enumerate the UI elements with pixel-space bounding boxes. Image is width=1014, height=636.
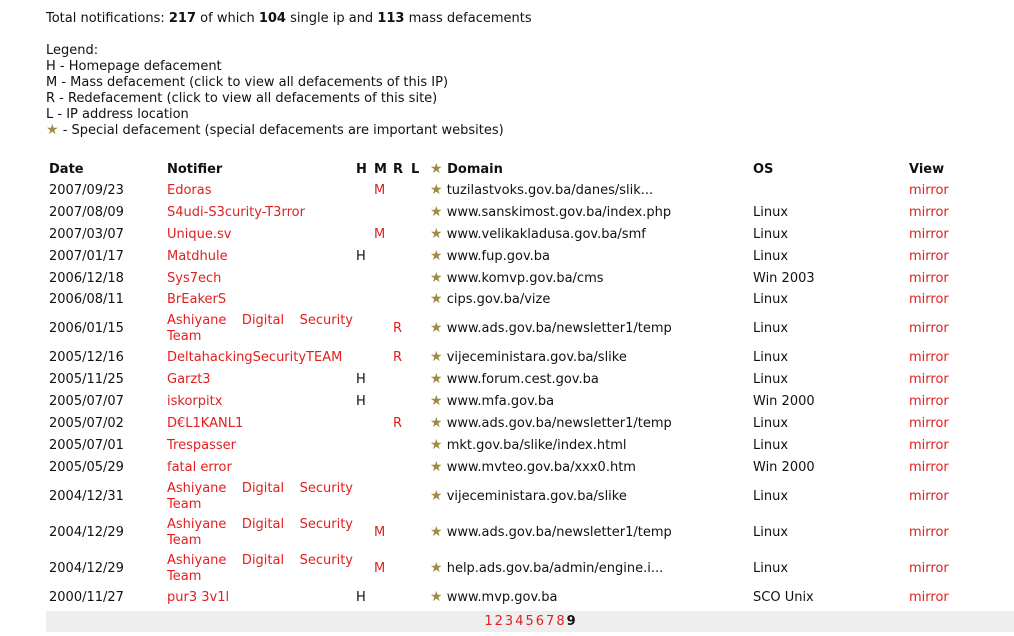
row-domain: www.ads.gov.ba/newsletter1/temp <box>446 321 672 337</box>
row-date: 2007/03/07 <box>49 226 124 242</box>
row-mass-flag <box>371 224 390 246</box>
row-domain: tuzilastvoks.gov.ba/danes/slik... <box>446 182 654 198</box>
row-domain-cell <box>427 551 750 587</box>
table-row <box>46 413 1014 435</box>
row-homepage-flag <box>353 311 371 347</box>
row-os: Linux <box>753 248 789 264</box>
row-redeface-flag <box>390 587 408 609</box>
row-view-cell <box>906 457 1014 479</box>
row-mass-flag <box>371 435 390 457</box>
row-os: Linux <box>753 372 789 388</box>
row-mass-flag <box>371 413 390 435</box>
row-date: 2005/07/07 <box>49 394 124 410</box>
legend-special <box>46 123 504 139</box>
row-redeface-flag <box>390 391 408 413</box>
row-date: 2006/08/11 <box>49 292 124 308</box>
star-icon: ★ <box>430 291 443 308</box>
row-domain: www.mvteo.gov.ba/xxx0.htm <box>446 459 636 475</box>
row-location-flag <box>408 202 427 224</box>
legend <box>46 43 504 139</box>
row-mass-flag <box>371 587 390 609</box>
row-domain-cell <box>427 413 750 435</box>
notifier-link[interactable]: BrEakerS <box>167 292 227 308</box>
row-os: Linux <box>753 350 789 366</box>
row-homepage-flag <box>353 515 371 551</box>
table-row <box>46 515 1014 551</box>
star-icon: ★ <box>430 559 443 576</box>
star-icon: ★ <box>46 122 59 138</box>
row-os: Linux <box>753 488 789 504</box>
row-redeface-flag <box>390 180 408 202</box>
star-icon: ★ <box>430 588 443 605</box>
row-domain-cell <box>427 347 750 369</box>
pagination <box>46 611 1014 632</box>
row-location-flag <box>408 224 427 246</box>
row-redeface-flag <box>390 268 408 290</box>
row-domain: vijeceministara.gov.ba/slike <box>446 488 627 504</box>
mirror-link[interactable]: mirror <box>909 394 949 410</box>
row-notifier-cell <box>164 180 353 202</box>
row-view-cell <box>906 180 1014 202</box>
row-date: 2005/11/25 <box>49 372 124 388</box>
row-view-cell <box>906 347 1014 369</box>
row-domain-cell <box>427 268 750 290</box>
row-homepage-flag <box>353 202 371 224</box>
page-link[interactable]: 5 <box>525 614 534 629</box>
row-domain: www.fup.gov.ba <box>446 248 550 264</box>
row-domain-cell <box>427 391 750 413</box>
row-domain: help.ads.gov.ba/admin/engine.i... <box>446 560 664 576</box>
row-domain-cell <box>427 457 750 479</box>
row-redeface-flag <box>390 202 408 224</box>
row-view-cell <box>906 587 1014 609</box>
col-view: View <box>909 162 945 177</box>
summary-mass-label: mass defacements <box>404 11 532 26</box>
mirror-link[interactable]: mirror <box>909 437 949 453</box>
row-view-cell <box>906 413 1014 435</box>
notifier-link[interactable]: Matdhule <box>167 248 228 264</box>
row-os: Linux <box>753 204 789 220</box>
row-domain: mkt.gov.ba/slike/index.html <box>446 437 627 453</box>
col-notifier: Notifier <box>167 162 223 177</box>
row-date: 2005/07/01 <box>49 437 124 453</box>
row-notifier-cell <box>164 391 353 413</box>
row-view-cell <box>906 515 1014 551</box>
table-row <box>46 369 1014 391</box>
notifier-link[interactable]: iskorpitx <box>167 394 223 410</box>
redeface-link[interactable]: R <box>393 321 403 337</box>
row-view-cell <box>906 551 1014 587</box>
notifier-link[interactable]: Edoras <box>167 182 212 198</box>
row-notifier-cell <box>164 435 353 457</box>
row-view-cell <box>906 246 1014 268</box>
table-row <box>46 224 1014 246</box>
mass-link[interactable]: M <box>374 560 386 576</box>
legend-title: Legend: <box>46 43 99 58</box>
table-row <box>46 268 1014 290</box>
row-location-flag <box>408 268 427 290</box>
row-homepage-flag <box>353 435 371 457</box>
row-domain: cips.gov.ba/vize <box>446 292 551 308</box>
mirror-link[interactable]: mirror <box>909 524 949 540</box>
row-location-flag <box>408 457 427 479</box>
row-os: Linux <box>753 415 789 431</box>
page-link[interactable]: 7 <box>546 614 555 629</box>
notifier-link[interactable]: DeltahackingSecurityTEAM <box>167 350 343 366</box>
row-redeface-flag <box>390 246 408 268</box>
row-location-flag <box>408 246 427 268</box>
row-redeface-flag <box>390 311 408 347</box>
row-location-flag <box>408 391 427 413</box>
mirror-link[interactable]: mirror <box>909 270 949 286</box>
page-current: 9 <box>566 614 576 629</box>
row-domain: www.forum.cest.gov.ba <box>446 372 599 388</box>
row-domain-cell <box>427 369 750 391</box>
row-homepage-flag: H <box>356 372 366 388</box>
row-domain-cell <box>427 289 750 311</box>
row-location-flag <box>408 311 427 347</box>
row-view-cell <box>906 289 1014 311</box>
row-domain: www.mvp.gov.ba <box>446 589 558 605</box>
col-domain-label: Domain <box>447 162 503 177</box>
row-notifier-cell <box>164 268 353 290</box>
star-icon: ★ <box>430 393 443 410</box>
summary-single-label: single ip and <box>285 11 378 26</box>
notifier-link[interactable]: Trespasser <box>167 437 236 453</box>
row-homepage-flag <box>353 224 371 246</box>
row-view-cell <box>906 435 1014 457</box>
mirror-link[interactable]: mirror <box>909 182 949 198</box>
row-date: 2005/07/02 <box>49 415 124 431</box>
row-notifier-cell <box>164 551 353 587</box>
star-icon: ★ <box>430 225 443 242</box>
notifier-link[interactable]: D€L1KANL1 <box>167 415 244 431</box>
table-row <box>46 587 1014 609</box>
star-icon: ★ <box>430 523 443 540</box>
row-mass-flag <box>371 180 390 202</box>
row-date: 2000/11/27 <box>49 589 124 605</box>
row-notifier-cell <box>164 587 353 609</box>
row-notifier-cell <box>164 347 353 369</box>
col-r: R <box>393 162 404 177</box>
row-homepage-flag: H <box>356 589 366 605</box>
notifications-summary <box>46 11 532 26</box>
row-domain: www.ads.gov.ba/newsletter1/temp <box>446 415 672 431</box>
col-l: L <box>411 162 420 177</box>
defacement-table <box>46 159 1014 609</box>
row-notifier-cell <box>164 369 353 391</box>
table-row <box>46 311 1014 347</box>
page-link[interactable]: 2 <box>494 614 503 629</box>
row-notifier-cell <box>164 224 353 246</box>
star-icon: ★ <box>430 269 443 286</box>
star-icon: ★ <box>430 371 443 388</box>
star-icon: ★ <box>430 247 443 264</box>
mirror-link[interactable]: mirror <box>909 204 949 220</box>
row-date: 2007/08/09 <box>49 204 124 220</box>
table-row <box>46 391 1014 413</box>
row-date: 2004/12/31 <box>49 488 124 504</box>
mirror-link[interactable]: mirror <box>909 488 949 504</box>
row-mass-flag <box>371 515 390 551</box>
mirror-link[interactable]: mirror <box>909 589 949 605</box>
row-notifier-cell <box>164 289 353 311</box>
row-homepage-flag: H <box>356 394 366 410</box>
page-link[interactable]: 1 <box>484 614 493 629</box>
notifier-link[interactable]: Ashiyane Digital Security Team <box>167 480 353 512</box>
row-location-flag <box>408 479 427 515</box>
row-domain-cell <box>427 246 750 268</box>
table-row <box>46 289 1014 311</box>
notifier-link[interactable]: Ashiyane Digital Security Team <box>167 552 353 584</box>
row-date: 2006/12/18 <box>49 270 124 286</box>
notifier-link[interactable]: pur3 3v1l <box>167 589 230 605</box>
row-redeface-flag <box>390 551 408 587</box>
row-date: 2005/12/16 <box>49 350 124 366</box>
row-location-flag <box>408 551 427 587</box>
row-location-flag <box>408 369 427 391</box>
notifier-link[interactable]: fatal error <box>167 459 232 475</box>
notifier-link[interactable]: S4udi-S3curity-T3rror <box>167 204 305 220</box>
mirror-link[interactable]: mirror <box>909 372 949 388</box>
row-mass-flag <box>371 246 390 268</box>
row-notifier-cell <box>164 457 353 479</box>
row-mass-flag <box>371 479 390 515</box>
row-homepage-flag <box>353 347 371 369</box>
row-homepage-flag <box>353 268 371 290</box>
summary-mass: 113 <box>377 11 405 26</box>
row-os: Win 2003 <box>753 270 815 286</box>
star-icon: ★ <box>430 487 443 504</box>
row-mass-flag <box>371 311 390 347</box>
mirror-link[interactable]: mirror <box>909 560 949 576</box>
mirror-link[interactable]: mirror <box>909 321 949 337</box>
row-date: 2005/05/29 <box>49 459 124 475</box>
legend-mass: M - Mass defacement (click to view all defacements of this IP) <box>46 75 449 90</box>
table-row <box>46 180 1014 202</box>
summary-total: 217 <box>168 11 197 26</box>
row-domain: www.mfa.gov.ba <box>446 394 555 410</box>
mirror-link[interactable]: mirror <box>909 459 949 475</box>
table-row <box>46 202 1014 224</box>
row-domain-cell <box>427 202 750 224</box>
row-location-flag <box>408 347 427 369</box>
star-icon: ★ <box>430 436 443 453</box>
notifier-link[interactable]: Ashiyane Digital Security Team <box>167 516 353 548</box>
row-view-cell <box>906 268 1014 290</box>
row-domain-cell <box>427 515 750 551</box>
col-h: H <box>356 162 367 177</box>
row-redeface-flag <box>390 457 408 479</box>
row-os <box>750 180 906 202</box>
row-location-flag <box>408 180 427 202</box>
row-os: Linux <box>753 226 789 242</box>
row-mass-flag <box>371 369 390 391</box>
row-homepage-flag: H <box>356 248 366 264</box>
mirror-link[interactable]: mirror <box>909 248 949 264</box>
row-notifier-cell <box>164 246 353 268</box>
row-location-flag <box>408 289 427 311</box>
row-location-flag <box>408 413 427 435</box>
row-homepage-flag <box>353 289 371 311</box>
row-date: 2007/01/17 <box>49 248 124 264</box>
row-date: 2004/12/29 <box>49 560 124 576</box>
row-os: Linux <box>753 321 789 337</box>
table-row <box>46 479 1014 515</box>
row-view-cell <box>906 369 1014 391</box>
col-os: OS <box>753 162 774 177</box>
row-mass-flag <box>371 289 390 311</box>
row-mass-flag <box>371 202 390 224</box>
row-homepage-flag <box>353 479 371 515</box>
row-mass-flag <box>371 457 390 479</box>
row-redeface-flag <box>390 347 408 369</box>
notifier-link[interactable]: Ashiyane Digital Security Team <box>167 313 353 345</box>
row-domain: www.sanskimost.gov.ba/index.php <box>446 204 672 220</box>
row-date: 2004/12/29 <box>49 524 124 540</box>
row-view-cell <box>906 202 1014 224</box>
row-location-flag <box>408 435 427 457</box>
table-row <box>46 246 1014 268</box>
row-mass-flag <box>371 268 390 290</box>
mass-link[interactable]: M <box>374 182 386 198</box>
row-notifier-cell <box>164 311 353 347</box>
row-domain: www.ads.gov.ba/newsletter1/temp <box>446 524 672 540</box>
mirror-link[interactable]: mirror <box>909 292 949 308</box>
row-date: 2006/01/15 <box>49 321 124 337</box>
row-view-cell <box>906 224 1014 246</box>
star-icon: ★ <box>430 458 443 475</box>
table-row <box>46 347 1014 369</box>
star-icon: ★ <box>430 161 443 177</box>
col-m: M <box>374 162 387 177</box>
row-notifier-cell <box>164 413 353 435</box>
notifier-link[interactable]: Unique.sv <box>167 226 232 242</box>
col-date: Date <box>49 162 84 177</box>
summary-prefix: Total notifications: <box>46 11 169 26</box>
star-icon: ★ <box>430 349 443 366</box>
row-notifier-cell <box>164 479 353 515</box>
mirror-link[interactable]: mirror <box>909 415 949 431</box>
row-domain: www.velikakladusa.gov.ba/smf <box>446 226 646 242</box>
redeface-link[interactable]: R <box>393 415 403 431</box>
row-location-flag <box>408 587 427 609</box>
row-homepage-flag <box>353 180 371 202</box>
mass-link[interactable]: M <box>374 524 386 540</box>
table-row <box>46 435 1014 457</box>
row-domain: vijeceministara.gov.ba/slike <box>446 350 627 366</box>
notifier-link[interactable]: Sys7ech <box>167 270 222 286</box>
row-os: Linux <box>753 560 789 576</box>
row-notifier-cell <box>164 515 353 551</box>
legend-redefacement: R - Redefacement (click to view all defacements of this site) <box>46 91 438 106</box>
row-os: Linux <box>753 292 789 308</box>
row-view-cell <box>906 479 1014 515</box>
star-icon: ★ <box>430 320 443 337</box>
row-os: Linux <box>753 437 789 453</box>
mirror-link[interactable]: mirror <box>909 350 949 366</box>
row-domain-cell <box>427 180 750 202</box>
legend-homepage: H - Homepage defacement <box>46 59 222 74</box>
table-row <box>46 457 1014 479</box>
row-notifier-cell <box>164 202 353 224</box>
row-redeface-flag <box>390 369 408 391</box>
star-icon: ★ <box>430 414 443 431</box>
table-header-row <box>46 159 1014 180</box>
row-domain-cell <box>427 224 750 246</box>
row-domain-cell <box>427 587 750 609</box>
page-link[interactable]: 8 <box>556 614 565 629</box>
legend-location: L - IP address location <box>46 107 189 122</box>
row-homepage-flag <box>353 413 371 435</box>
row-os: Win 2000 <box>753 459 815 475</box>
row-os: Win 2000 <box>753 394 815 410</box>
table-row <box>46 551 1014 587</box>
row-redeface-flag <box>390 289 408 311</box>
row-os: SCO Unix <box>753 589 814 605</box>
row-location-flag <box>408 515 427 551</box>
page-link[interactable]: 6 <box>535 614 545 629</box>
row-mass-flag <box>371 347 390 369</box>
page-link[interactable]: 4 <box>515 614 524 629</box>
row-view-cell <box>906 391 1014 413</box>
row-domain-cell <box>427 311 750 347</box>
row-mass-flag <box>371 391 390 413</box>
row-domain: www.komvp.gov.ba/cms <box>446 270 604 286</box>
row-redeface-flag <box>390 515 408 551</box>
row-os: Linux <box>753 524 789 540</box>
mirror-link[interactable]: mirror <box>909 226 949 242</box>
star-icon: ★ <box>430 181 443 198</box>
col-domain <box>427 159 750 180</box>
row-domain-cell <box>427 479 750 515</box>
summary-single: 104 <box>258 11 286 26</box>
summary-of-which: of which <box>196 11 259 26</box>
row-domain-cell <box>427 435 750 457</box>
row-redeface-flag <box>390 224 408 246</box>
row-redeface-flag <box>390 479 408 515</box>
row-redeface-flag <box>390 413 408 435</box>
row-view-cell <box>906 311 1014 347</box>
row-homepage-flag <box>353 551 371 587</box>
redeface-link[interactable]: R <box>393 350 403 366</box>
row-mass-flag <box>371 551 390 587</box>
star-icon: ★ <box>430 203 443 220</box>
legend-special-label: - Special defacement (special defacements are important websites) <box>58 123 504 138</box>
page-link[interactable]: 3 <box>504 614 514 629</box>
row-homepage-flag <box>353 457 371 479</box>
mass-link[interactable]: M <box>374 226 386 242</box>
row-redeface-flag <box>390 435 408 457</box>
notifier-link[interactable]: Garzt3 <box>167 372 211 388</box>
row-date: 2007/09/23 <box>49 182 124 198</box>
